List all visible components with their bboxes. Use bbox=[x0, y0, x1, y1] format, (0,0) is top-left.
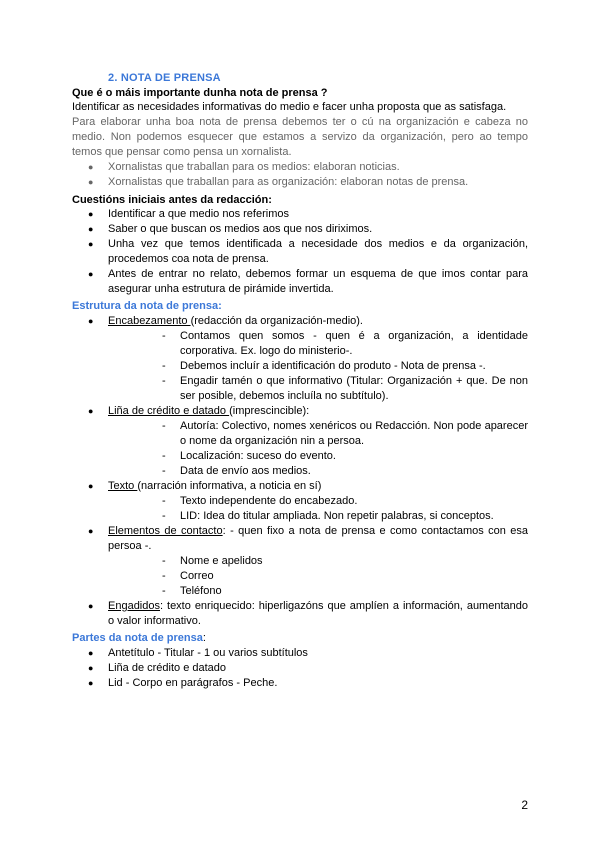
item-label: Texto bbox=[108, 480, 138, 492]
page-number: 2 bbox=[521, 798, 528, 812]
structure-item-credit-line bbox=[72, 404, 528, 479]
question-answer: Identificar as necesidades informativas do medio e facer unha proposta que as satisfaga. bbox=[72, 101, 507, 113]
sub-item: - LID: Idea do titular ampliada. Non repetir palabras, si conceptos. bbox=[108, 509, 528, 524]
item-label: Liña de crédito e datado bbox=[108, 405, 230, 417]
parts-heading-text: Partes da nota de prensa bbox=[72, 632, 203, 644]
structure-item-header bbox=[72, 314, 528, 404]
list-item: ● Xornalistas que traballan para os medios: elaboran noticias. bbox=[72, 160, 528, 175]
sub-list bbox=[108, 494, 528, 524]
item-description: (imprescincible): bbox=[229, 405, 310, 417]
sub-list bbox=[108, 419, 528, 479]
sub-item: - Nome e apelidos bbox=[108, 554, 528, 569]
item-description: : texto enriquecido: hiperligazóns que amplíen a información, aumentando o valor informativo. bbox=[108, 600, 528, 627]
sub-item: - Autoría: Colectivo, nomes xenéricos ou Redacción. Non pode aparecer o nome da organización nin a persoa. bbox=[108, 419, 528, 449]
sub-item: - Localización: suceso do evento. bbox=[108, 449, 528, 464]
list-item: ● Saber o que buscan os medios aos que nos diriximos. bbox=[72, 222, 528, 237]
structure-heading: Estrutura da nota de prensa: bbox=[72, 300, 222, 312]
item-label: Engadidos bbox=[108, 600, 160, 612]
parts-heading-colon: : bbox=[202, 632, 206, 644]
structure-list bbox=[72, 314, 528, 629]
sub-item: - Data de envío aos medios. bbox=[108, 464, 528, 479]
list-item: ● Lid - Corpo en parágrafos - Peche. bbox=[72, 676, 528, 691]
questions-list bbox=[72, 207, 528, 297]
sub-list bbox=[108, 329, 528, 404]
document-page bbox=[72, 71, 528, 691]
parts-heading bbox=[72, 631, 528, 646]
sub-item: - Correo bbox=[108, 569, 528, 584]
item-description: (narración informativa, a noticia en sí) bbox=[137, 480, 322, 492]
item-label: Elementos de contacto bbox=[108, 525, 223, 537]
list-item: ● Antetítulo - Titular - 1 ou varios subtítulos bbox=[72, 646, 528, 661]
section-title: 2. NOTA DE PRENSA bbox=[108, 72, 221, 84]
list-item: ● Liña de crédito e datado bbox=[72, 661, 528, 676]
item-description: : - quen fixo a nota de prensa e como contactamos con esa persoa -. bbox=[108, 525, 529, 552]
structure-item-contact bbox=[72, 524, 528, 599]
journalist-list bbox=[72, 160, 528, 190]
list-item: ● Identificar a que medio nos referimos bbox=[72, 207, 528, 222]
sub-item: - Texto independente do encabezado. bbox=[108, 494, 528, 509]
sub-item: - Debemos incluír a identificación do produto - Nota de prensa -. bbox=[108, 359, 528, 374]
item-label: Encabezamento bbox=[108, 315, 191, 327]
sub-item: - Engadir tamén o que informativo (Titular: Organización + que. De non ser posible, debemos incluíla no subtítulo). bbox=[108, 374, 528, 404]
structure-item-extras bbox=[72, 599, 528, 629]
structure-item-text bbox=[72, 479, 528, 524]
list-item: ● Unha vez que temos identificada a necesidade dos medios e da organización, procedemos coa nota de prensa. bbox=[72, 237, 528, 267]
question-heading: Que é o máis importante dunha nota de prensa ? bbox=[72, 87, 328, 99]
sub-item: - Teléfono bbox=[108, 584, 528, 599]
sub-item: - Contamos quen somos - quen é a organización, a identidade corporativa. Ex. logo do ministerio-. bbox=[108, 329, 528, 359]
parts-list bbox=[72, 646, 528, 691]
item-description: (redacción da organización-medio). bbox=[190, 315, 363, 327]
questions-heading: Cuestións iniciais antes da redacción: bbox=[72, 194, 272, 206]
intro-paragraph: Para elaborar unha boa nota de prensa debemos ter o cú na organización e cabeza no medio. Non podemos esquecer que estamos a servizo da organización, pero ao tempo temos que pensar como pensa un xornalista. bbox=[72, 116, 528, 158]
sub-list bbox=[108, 554, 528, 599]
list-item: ● Xornalistas que traballan para as organización: elaboran notas de prensa. bbox=[72, 175, 528, 190]
list-item: ● Antes de entrar no relato, debemos formar un esquema de que imos contar para asegurar unha estrutura de pirámide invertida. bbox=[72, 267, 528, 297]
